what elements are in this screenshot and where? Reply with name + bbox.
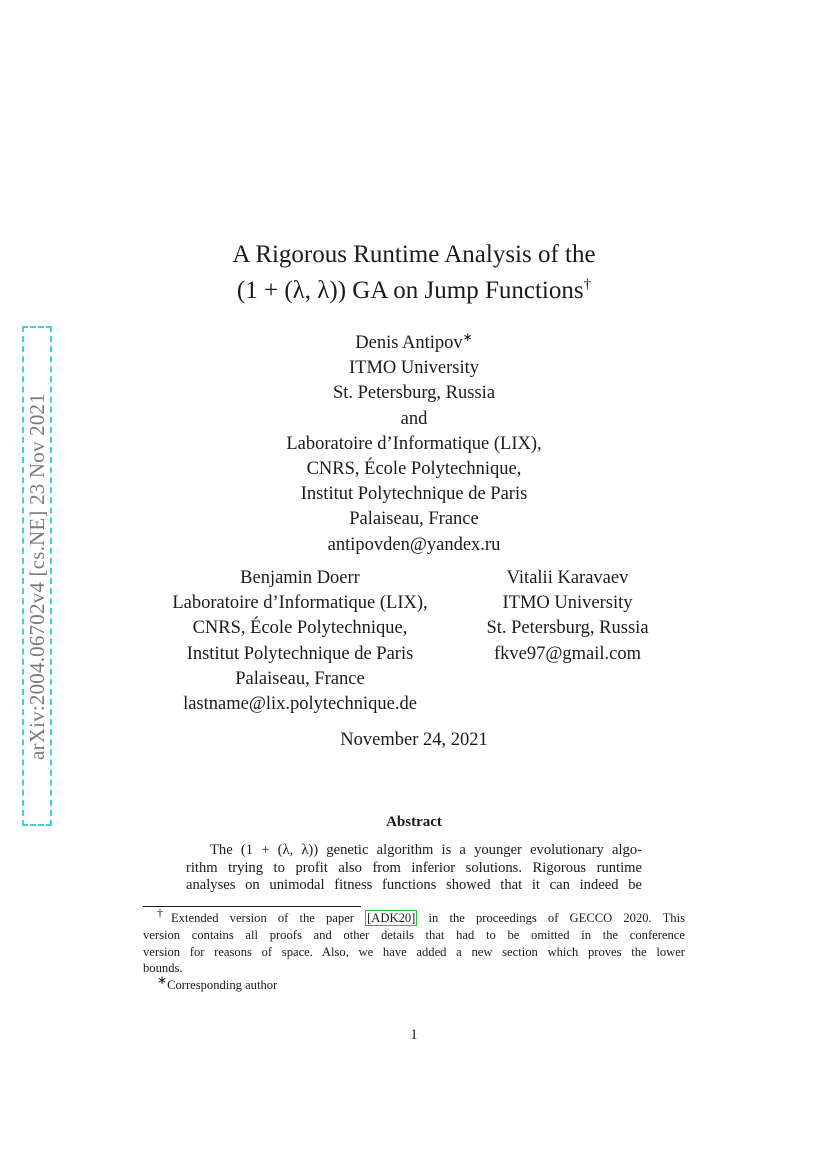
- page-number: 1: [410, 1027, 418, 1043]
- footnote-line: bounds.: [143, 961, 183, 976]
- abstract-heading: Abstract: [386, 814, 442, 830]
- footnote-dagger: †Extended version of the paper [ADK20] in the proceedings of GECCO 2020. This version contains all proofs and other details that had to be omitted in the conference version for reasons of space. Also, we have added a new section which proves the lower bounds.: [143, 905, 685, 976]
- affiliation-line: ITMO University: [502, 593, 633, 614]
- author-name-antipov: Denis Antipov∗: [355, 329, 473, 353]
- author-block-antipov: [0, 331, 828, 558]
- affiliation-line: and: [400, 408, 428, 429]
- footnote-divider: [143, 906, 361, 907]
- paper-date: November 24, 2021: [340, 730, 488, 750]
- author-email: fkve97@gmail.com: [493, 643, 641, 664]
- footnotes: [143, 905, 685, 994]
- affiliation-line: Institut Polytechnique de Paris: [186, 643, 414, 664]
- affiliation-line: Palaiseau, France: [235, 668, 365, 689]
- citation-link-adk20[interactable]: [ADK20]: [367, 911, 416, 925]
- affiliation-line: CNRS, École Polytechnique,: [192, 618, 408, 639]
- paper-title-line2: (1 + (λ, λ)) GA on Jump Functions†: [236, 276, 592, 304]
- affiliation-line: ITMO University: [349, 358, 479, 379]
- paper-title-line1: A Rigorous Runtime Analysis of the: [232, 241, 596, 268]
- footnote-dagger-mark: †: [157, 905, 171, 920]
- footnote-star: ∗Corresponding author: [157, 973, 278, 993]
- corresponding-mark: ∗: [462, 329, 473, 344]
- title-footnote-mark: †: [583, 276, 592, 293]
- abstract-line: rithm trying to profit also from inferior solutions. Rigorous runtime: [186, 859, 642, 876]
- affiliation-line: CNRS, École Polytechnique,: [306, 459, 522, 480]
- affiliation-line: Institut Polytechnique de Paris: [300, 484, 528, 505]
- affiliation-line: Laboratoire d’Informatique (LIX),: [286, 433, 542, 454]
- author-email: antipovden@yandex.ru: [327, 534, 501, 555]
- footnote-line: version for reasons of space. Also, we have added a new section which proves the lower: [143, 944, 685, 959]
- abstract-line: The (1 + (λ, λ)) genetic algorithm is a younger evolutionary algo-: [210, 842, 642, 858]
- author-name-doerr: Benjamin Doerr: [240, 568, 360, 588]
- affiliation-line: St. Petersburg, Russia: [486, 618, 649, 639]
- author-name-karavaev: Vitalii Karavaev: [506, 568, 629, 588]
- author-block-karavaev: [470, 566, 665, 667]
- abstract-line: analyses on unimodal fitness functions showed that it can indeed be: [186, 877, 642, 894]
- arxiv-id: arXiv:2004.06702v4 [cs.NE] 23 Nov 2021: [24, 392, 49, 760]
- footnote-star-mark: ∗: [157, 973, 168, 987]
- author-block-doerr: [130, 566, 470, 717]
- affiliation-line: Laboratoire d’Informatique (LIX),: [172, 593, 428, 614]
- abstract-body: [186, 842, 642, 895]
- footnote-line: version contains all proofs and other details that had to be omitted in the conference: [143, 927, 685, 942]
- affiliation-line: St. Petersburg, Russia: [332, 383, 496, 404]
- author-email: lastname@lix.polytechnique.de: [183, 694, 417, 715]
- affiliation-line: Palaiseau, France: [349, 509, 479, 530]
